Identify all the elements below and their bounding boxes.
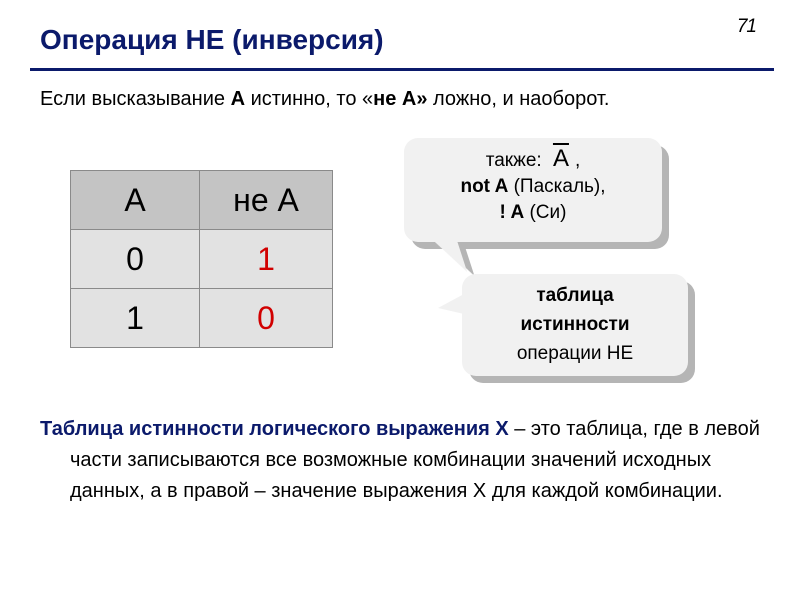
truth-table	[70, 170, 333, 348]
page-title: Операция НЕ (инверсия)	[40, 24, 384, 55]
cell-output: 1	[200, 230, 333, 289]
callout-line-3: операции НЕ	[516, 343, 634, 364]
pascal-lang: (Паскаль),	[508, 176, 606, 197]
cell-input: 0	[71, 230, 200, 289]
definition-paragraph	[40, 414, 790, 507]
intro-text-1: Если высказывание	[40, 88, 231, 110]
notation-line-2	[404, 174, 662, 200]
title-divider	[30, 68, 774, 71]
callout-bold-2: истинности	[520, 314, 630, 335]
intro-text-2: истинно, то «	[245, 88, 374, 110]
intro-paragraph	[40, 84, 700, 115]
intro-not-a: не А»	[373, 88, 428, 110]
definition-term: Таблица истинности логического выражения X	[40, 418, 509, 440]
pascal-code: not A	[460, 176, 509, 197]
header-output: не A	[200, 171, 333, 230]
notation-line-1	[404, 146, 662, 174]
callout-bold-1: таблица	[536, 285, 614, 306]
table-row	[71, 289, 333, 348]
slide-number: 71	[736, 16, 756, 37]
cell-output: 0	[200, 289, 333, 348]
notation-callout	[404, 138, 662, 242]
cell-input: 1	[71, 289, 200, 348]
c-lang: (Си)	[524, 202, 567, 223]
callout-tail	[438, 294, 464, 314]
table-header-row	[71, 171, 333, 230]
intro-var-a: A	[230, 88, 246, 110]
also-label: также:	[485, 150, 542, 171]
intro-text-3: ложно, и наоборот.	[427, 88, 610, 110]
c-code: ! A	[499, 202, 525, 223]
truth-table-callout	[462, 274, 688, 376]
table-row	[71, 230, 333, 289]
callout-tail	[433, 240, 467, 272]
notation-line-3	[404, 200, 662, 226]
definition-text: – это таблица, где в левой части записываются все возможные комбинации значений исходных данных, а в правой – значение выражения X для каждой комбинации.	[70, 418, 760, 502]
comma: ,	[574, 150, 581, 171]
overline-variable: $\overline{A}$	[552, 145, 569, 172]
header-input: A	[71, 171, 200, 230]
callout-line-2	[462, 310, 688, 339]
callout-line-1	[462, 281, 688, 310]
